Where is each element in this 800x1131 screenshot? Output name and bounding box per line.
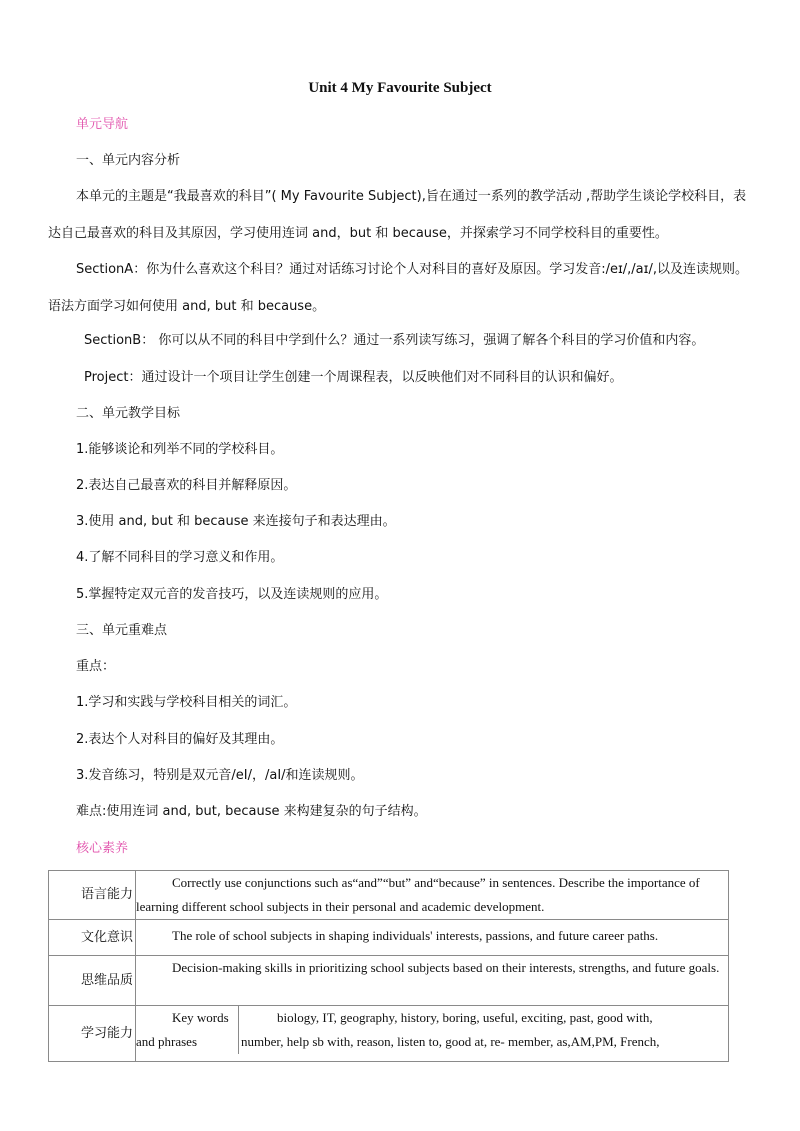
keywords-label-cell bbox=[136, 1006, 239, 1054]
keywords-label-line: and phrases bbox=[136, 1034, 198, 1049]
row-label: 文化意识 bbox=[49, 920, 136, 956]
goal-item: 1.能够谈论和列举不同的学校科目。 bbox=[76, 442, 284, 457]
keywords-values-line: biology, IT, geography, history, boring, useful, exciting, past, good with, bbox=[277, 1010, 653, 1025]
goal-item: 4.了解不同科目的学习意义和作用。 bbox=[76, 550, 284, 565]
sectionB-line: SectionB： 你可以从不同的科目中学到什么？通过一系列读写练习，强调了解各个科目的学习价值和内容。 bbox=[84, 333, 705, 348]
section-guide-heading: 单元导航 bbox=[76, 117, 129, 132]
core-literacy-table bbox=[48, 870, 729, 1062]
part2-heading: 二、单元教学目标 bbox=[76, 406, 181, 421]
keywords-split bbox=[136, 1006, 728, 1054]
difficulty-line: 难点:使用连词 and, but, because 来构建复杂的句子结构。 bbox=[76, 804, 427, 819]
key-point-item: 3.发音练习，特别是双元音/eI/，/aI/和连读规则。 bbox=[76, 768, 364, 783]
goal-item: 5.掌握特定双元音的发音技巧，以及连读规则的应用。 bbox=[76, 587, 388, 602]
part1-heading: 一、单元内容分析 bbox=[76, 153, 181, 168]
key-points-label: 重点： bbox=[76, 659, 116, 674]
part3-heading: 三、单元重难点 bbox=[76, 623, 168, 638]
goal-item: 3.使用 and, but 和 because 来连接句子和表达理由。 bbox=[76, 514, 396, 529]
row-label: 语言能力 bbox=[49, 871, 136, 920]
table-row bbox=[49, 871, 729, 920]
row-label: 学习能力 bbox=[49, 1006, 136, 1062]
row-content: Decision-making skills in prioritizing school subjects based on their interests, strengths, and future goals. bbox=[136, 956, 729, 1006]
core-literacy-heading: 核心素养 bbox=[76, 841, 129, 856]
keywords-values-cell bbox=[239, 1006, 728, 1054]
keywords-values-line: number, help sb with, reason, listen to, good at, re- member, as,AM,PM, French, bbox=[241, 1034, 660, 1049]
row-content: The role of school subjects in shaping individuals' interests, passions, and future career paths. bbox=[136, 920, 729, 956]
table-row bbox=[49, 920, 729, 956]
goal-item: 2.表达自己最喜欢的科目并解释原因。 bbox=[76, 478, 297, 493]
row-content bbox=[136, 1006, 729, 1062]
row-content: Correctly use conjunctions such as“and”“but” and“because” in sentences. Describe the importance of learning different school subjects in their personal and academic development. bbox=[136, 871, 729, 920]
table-row bbox=[49, 956, 729, 1006]
intro-paragraph: 本单元的主题是“我最喜欢的科目”( My Favourite Subject),旨在通过一系列的教学活动 ,帮助学生谈论学校科目，表达自己最喜欢的科目及其原因，学习使用连词 and，but 和 because，并探索学习不同学校科目的重要性。 bbox=[48, 189, 747, 241]
key-point-item: 1.学习和实践与学校科目相关的词汇。 bbox=[76, 695, 297, 710]
row-label: 思维品质 bbox=[49, 956, 136, 1006]
page-title: Unit 4 My Favourite Subject bbox=[308, 80, 492, 96]
key-point-item: 2.表达个人对科目的偏好及其理由。 bbox=[76, 732, 284, 747]
keywords-label-line: Key words bbox=[172, 1010, 229, 1025]
project-line: Project：通过设计一个项目让学生创建一个周课程表，以反映他们对不同科目的认识和偏好。 bbox=[84, 370, 623, 385]
sectionA-paragraph: SectionA：你为什么喜欢这个科目？通过对话练习讨论个人对科目的喜好及原因。学习发音:/eɪ/,/aɪ/,以及连读规则。语法方面学习如何使用 and, but 和 because。 bbox=[48, 262, 748, 314]
table-row bbox=[49, 1006, 729, 1062]
